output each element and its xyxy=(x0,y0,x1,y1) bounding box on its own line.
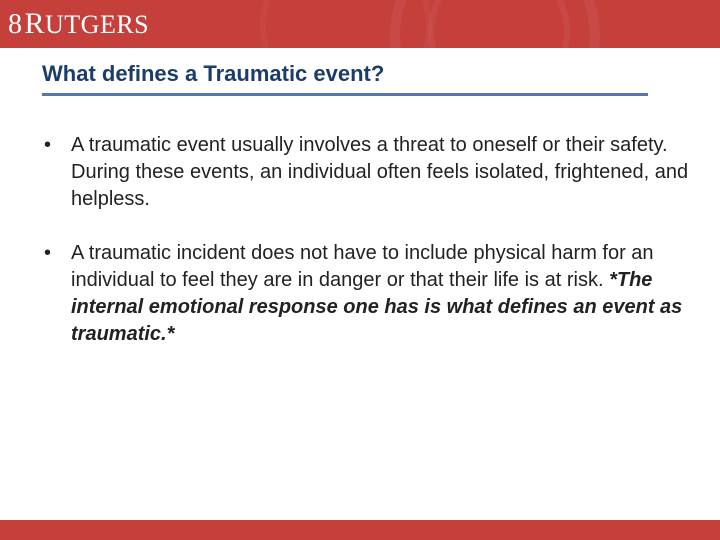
seal-watermark-left xyxy=(260,0,432,48)
title-underline xyxy=(42,93,648,96)
rutgers-logo xyxy=(8,9,149,40)
logo-wordmark: UTGERS xyxy=(45,10,150,39)
header-band xyxy=(0,0,720,48)
bullet-dot: • xyxy=(44,134,52,156)
logo-number: 8 xyxy=(8,9,23,40)
bullet-text: A traumatic event usually involves a threat to oneself or their safety. During these events, an individual often feels isolated, frightened, and helpless. xyxy=(71,134,689,210)
seal-watermark-inner xyxy=(428,0,570,48)
bullet-dot: • xyxy=(44,242,52,264)
bullet-emphasis: *The internal emotional response one has is what defines an event as traumatic.* xyxy=(71,269,683,345)
logo-initial: R xyxy=(24,7,46,40)
footer-band xyxy=(0,520,720,540)
bullet-item xyxy=(44,240,694,348)
slide-title: What defines a Traumatic event? xyxy=(42,61,385,86)
bullet-item xyxy=(44,132,694,213)
bullet-text: A traumatic incident does not have to include physical harm for an individual to feel they are in danger or that their life is at risk. xyxy=(71,242,654,291)
bullet-list xyxy=(44,132,694,348)
